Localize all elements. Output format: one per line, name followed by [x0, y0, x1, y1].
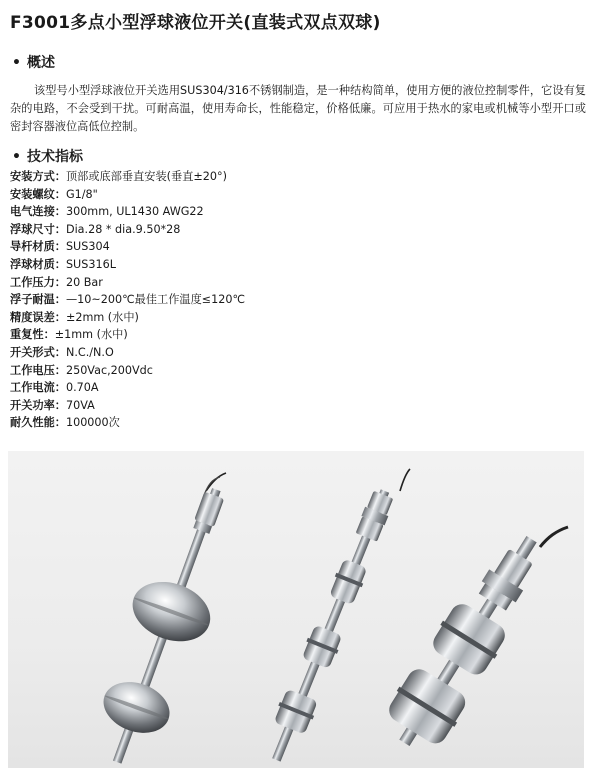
product-photo-illustration — [8, 451, 584, 768]
spec-label: 安装螺纹： — [10, 187, 66, 201]
spec-label: 安装方式： — [10, 170, 66, 183]
spec-value: G1/8" — [65, 187, 98, 201]
spec-row — [10, 362, 570, 380]
spec-row — [10, 397, 570, 415]
spec-list — [10, 168, 570, 432]
spec-row — [10, 221, 570, 239]
spec-value: ±1mm (水中) — [54, 328, 128, 342]
spec-row — [10, 309, 570, 327]
spec-value: 250Vac,200Vdc — [65, 363, 153, 377]
bullet-icon: • — [12, 149, 21, 165]
spec-row — [10, 414, 570, 432]
spec-value: ±2mm (水中) — [65, 310, 139, 324]
spec-value: SUS316L — [65, 257, 116, 271]
spec-label: 浮球材质： — [10, 257, 66, 271]
spec-row — [10, 344, 570, 362]
spec-value: 300mm, UL1430 AWG22 — [65, 205, 204, 219]
spec-row — [10, 274, 570, 292]
spec-value: —10~200℃最佳工作温度≤120℃ — [65, 293, 246, 307]
product-photo — [8, 451, 584, 768]
spec-label: 耐久性能： — [10, 416, 66, 430]
spec-row — [10, 203, 570, 221]
spec-row — [10, 168, 570, 186]
float-switch-cylindrical — [376, 521, 568, 761]
spec-row — [10, 326, 570, 344]
bullet-icon: • — [12, 55, 21, 71]
spec-row — [10, 256, 570, 274]
overview-heading-label: 概述 — [26, 55, 55, 71]
spec-value: N.C./N.O — [65, 345, 114, 359]
spec-row — [10, 379, 570, 397]
spec-row — [10, 238, 570, 256]
spec-label: 浮子耐温： — [10, 293, 66, 307]
spec-label: 浮球尺寸： — [10, 222, 66, 236]
spec-value: Dia.28 * dia.9.50*28 — [65, 222, 181, 236]
spec-value: SUS304 — [65, 240, 110, 254]
spec-label: 工作电流： — [10, 381, 66, 395]
spec-label: 导杆材质： — [10, 240, 66, 254]
spec-value: 70VA — [65, 398, 95, 412]
page-title: F3001多点小型浮球液位开关(直装式双点双球) — [10, 13, 381, 33]
overview-text: 该型号小型浮球液位开关选用SUS304/316不锈钢制造，是一种结构简单，使用方便的液位控制零件，它设有复杂的电路，不会受到干扰。可耐高温，使用寿命长，性能稳定，价格低廉。可应用于热水的家电或机械等小型开口或密封容器液位高低位控制。 — [10, 84, 586, 133]
spec-value: 20 Bar — [65, 275, 103, 289]
spec-label: 精度误差： — [10, 310, 66, 324]
spec-label: 电气连接： — [10, 205, 66, 219]
specs-heading-label: 技术指标 — [26, 149, 83, 165]
float-switch-spherical — [79, 473, 253, 768]
spec-label: 工作压力： — [10, 275, 66, 289]
specs-heading — [12, 146, 83, 166]
spec-label: 工作电压： — [10, 363, 66, 377]
overview-heading — [12, 52, 55, 72]
spec-label: 开关形式： — [10, 345, 66, 359]
spec-label: 开关功率： — [10, 398, 66, 412]
spec-value: 0.70A — [65, 381, 99, 395]
spec-value: 顶部或底部垂直安装(垂直±20°) — [65, 170, 227, 183]
spec-label: 重复性： — [10, 328, 55, 342]
spec-row — [10, 186, 570, 204]
spec-row — [10, 291, 570, 309]
float-switch-multi-point — [259, 469, 410, 767]
spec-value: 100000次 — [65, 416, 120, 430]
